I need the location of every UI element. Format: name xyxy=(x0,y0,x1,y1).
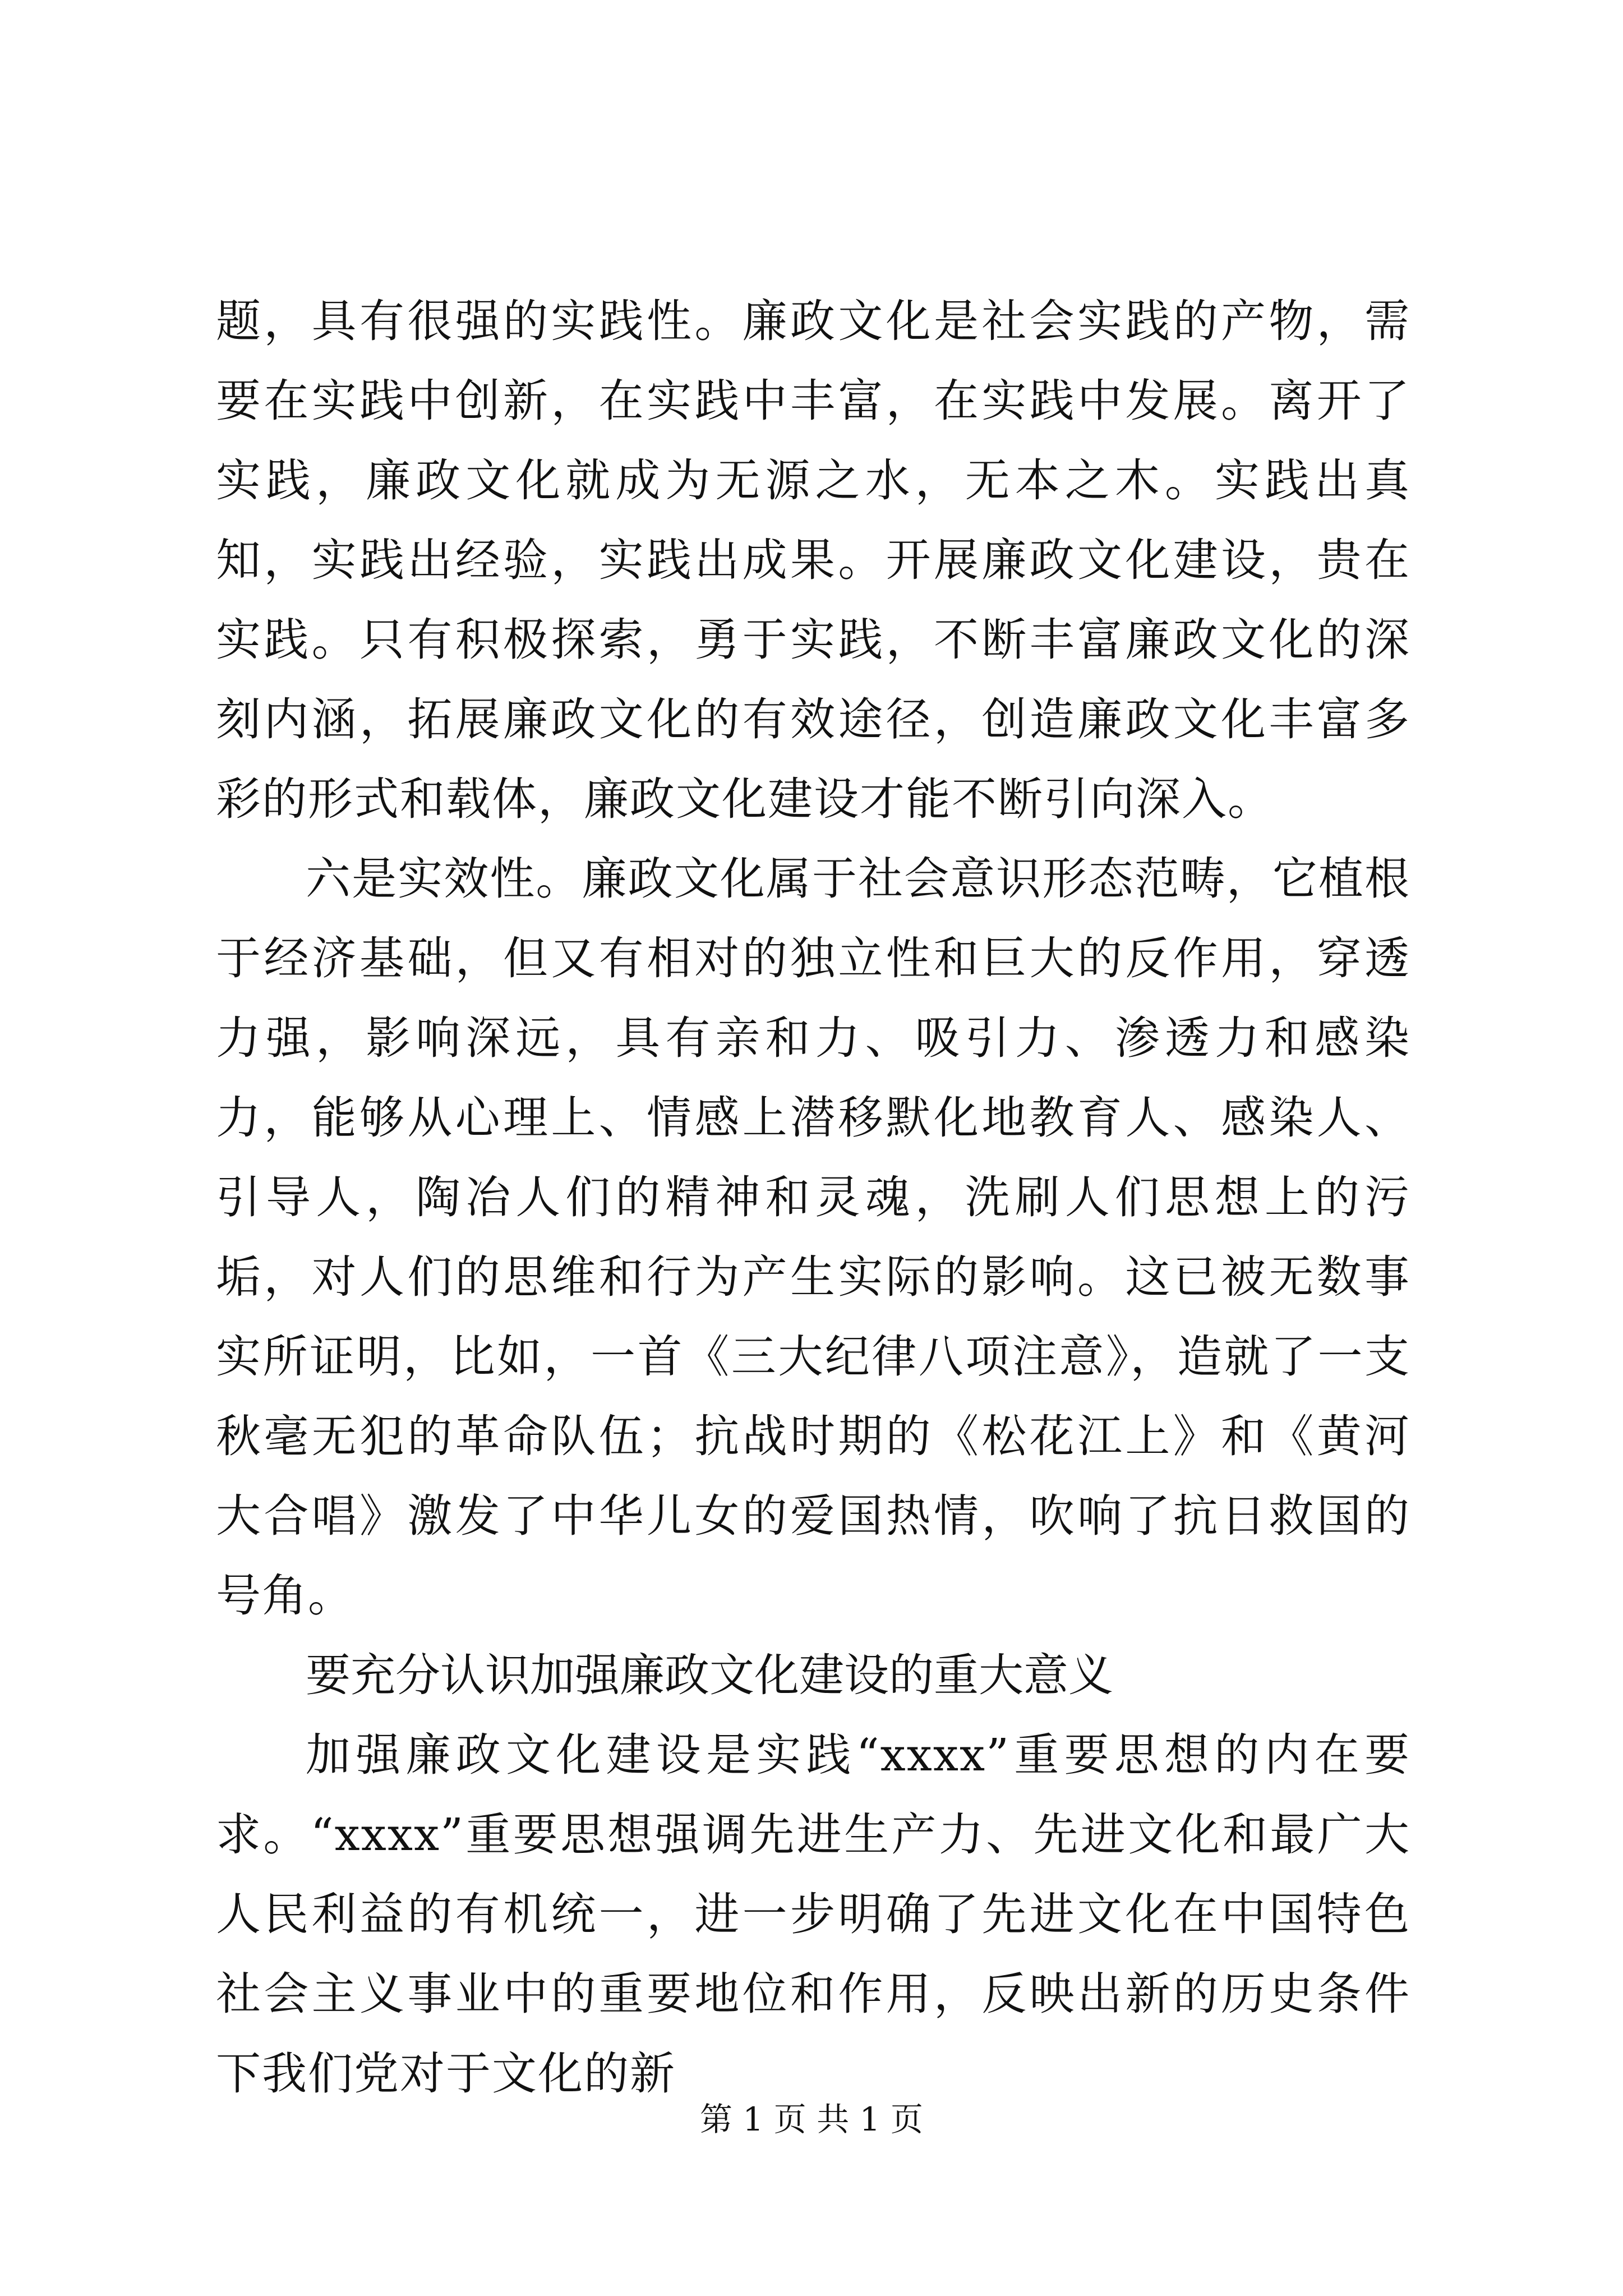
paragraph-continuation: 题，具有很强的实践性。廉政文化是社会实践的产物，需要在实践中创新，在实践中丰富，在实践中发展。离开了实践，廉政文化就成为无源之水，无本之木。实践出真知，实践出经验，实践出成果。开展廉政文化建设，贵在实践。只有积极探索，勇于实践，不断丰富廉政文化的深刻内涵，拓展廉政文化的有效途径，创造廉政文化丰富多彩的形式和载体，廉政文化建设才能不断引向深入。 xyxy=(216,295,1410,825)
section-heading: 要充分认识加强廉政文化建设的重大意义 xyxy=(306,1649,1113,1701)
paragraph-significance: 加强廉政文化建设是实践“xxxx”重要思想的内在要求。“xxxx”重要思想强调先进生产力、先进文化和最广大人民利益的有机统一，进一步明确了先进文化在中国特色社会主义事业中的重要地位和作用，反映出新的历史条件下我们党对于文化的新 xyxy=(216,1729,1410,2100)
page-number-footer: 第 1 页 共 1 页 xyxy=(700,2100,923,2138)
document-body xyxy=(216,282,1410,2114)
paragraph-effectiveness: 六是实效性。廉政文化属于社会意识形态范畴，它植根于经济基础，但又有相对的独立性和巨大的反作用，穿透力强，影响深远，具有亲和力、吸引力、渗透力和感染力，能够从心理上、情感上潜移默化地教育人、感染人、引导人，陶冶人们的精神和灵魂，洗刷人们思想上的污垢，对人们的思维和行为产生实际的影响。这已被无数事实所证明，比如，一首《三大纪律八项注意》，造就了一支秋毫无犯的革命队伍；抗战时期的《松花江上》和《黄河大合唱》激发了中华儿女的爱国热情，吹响了抗日救国的号角。 xyxy=(216,853,1410,1622)
